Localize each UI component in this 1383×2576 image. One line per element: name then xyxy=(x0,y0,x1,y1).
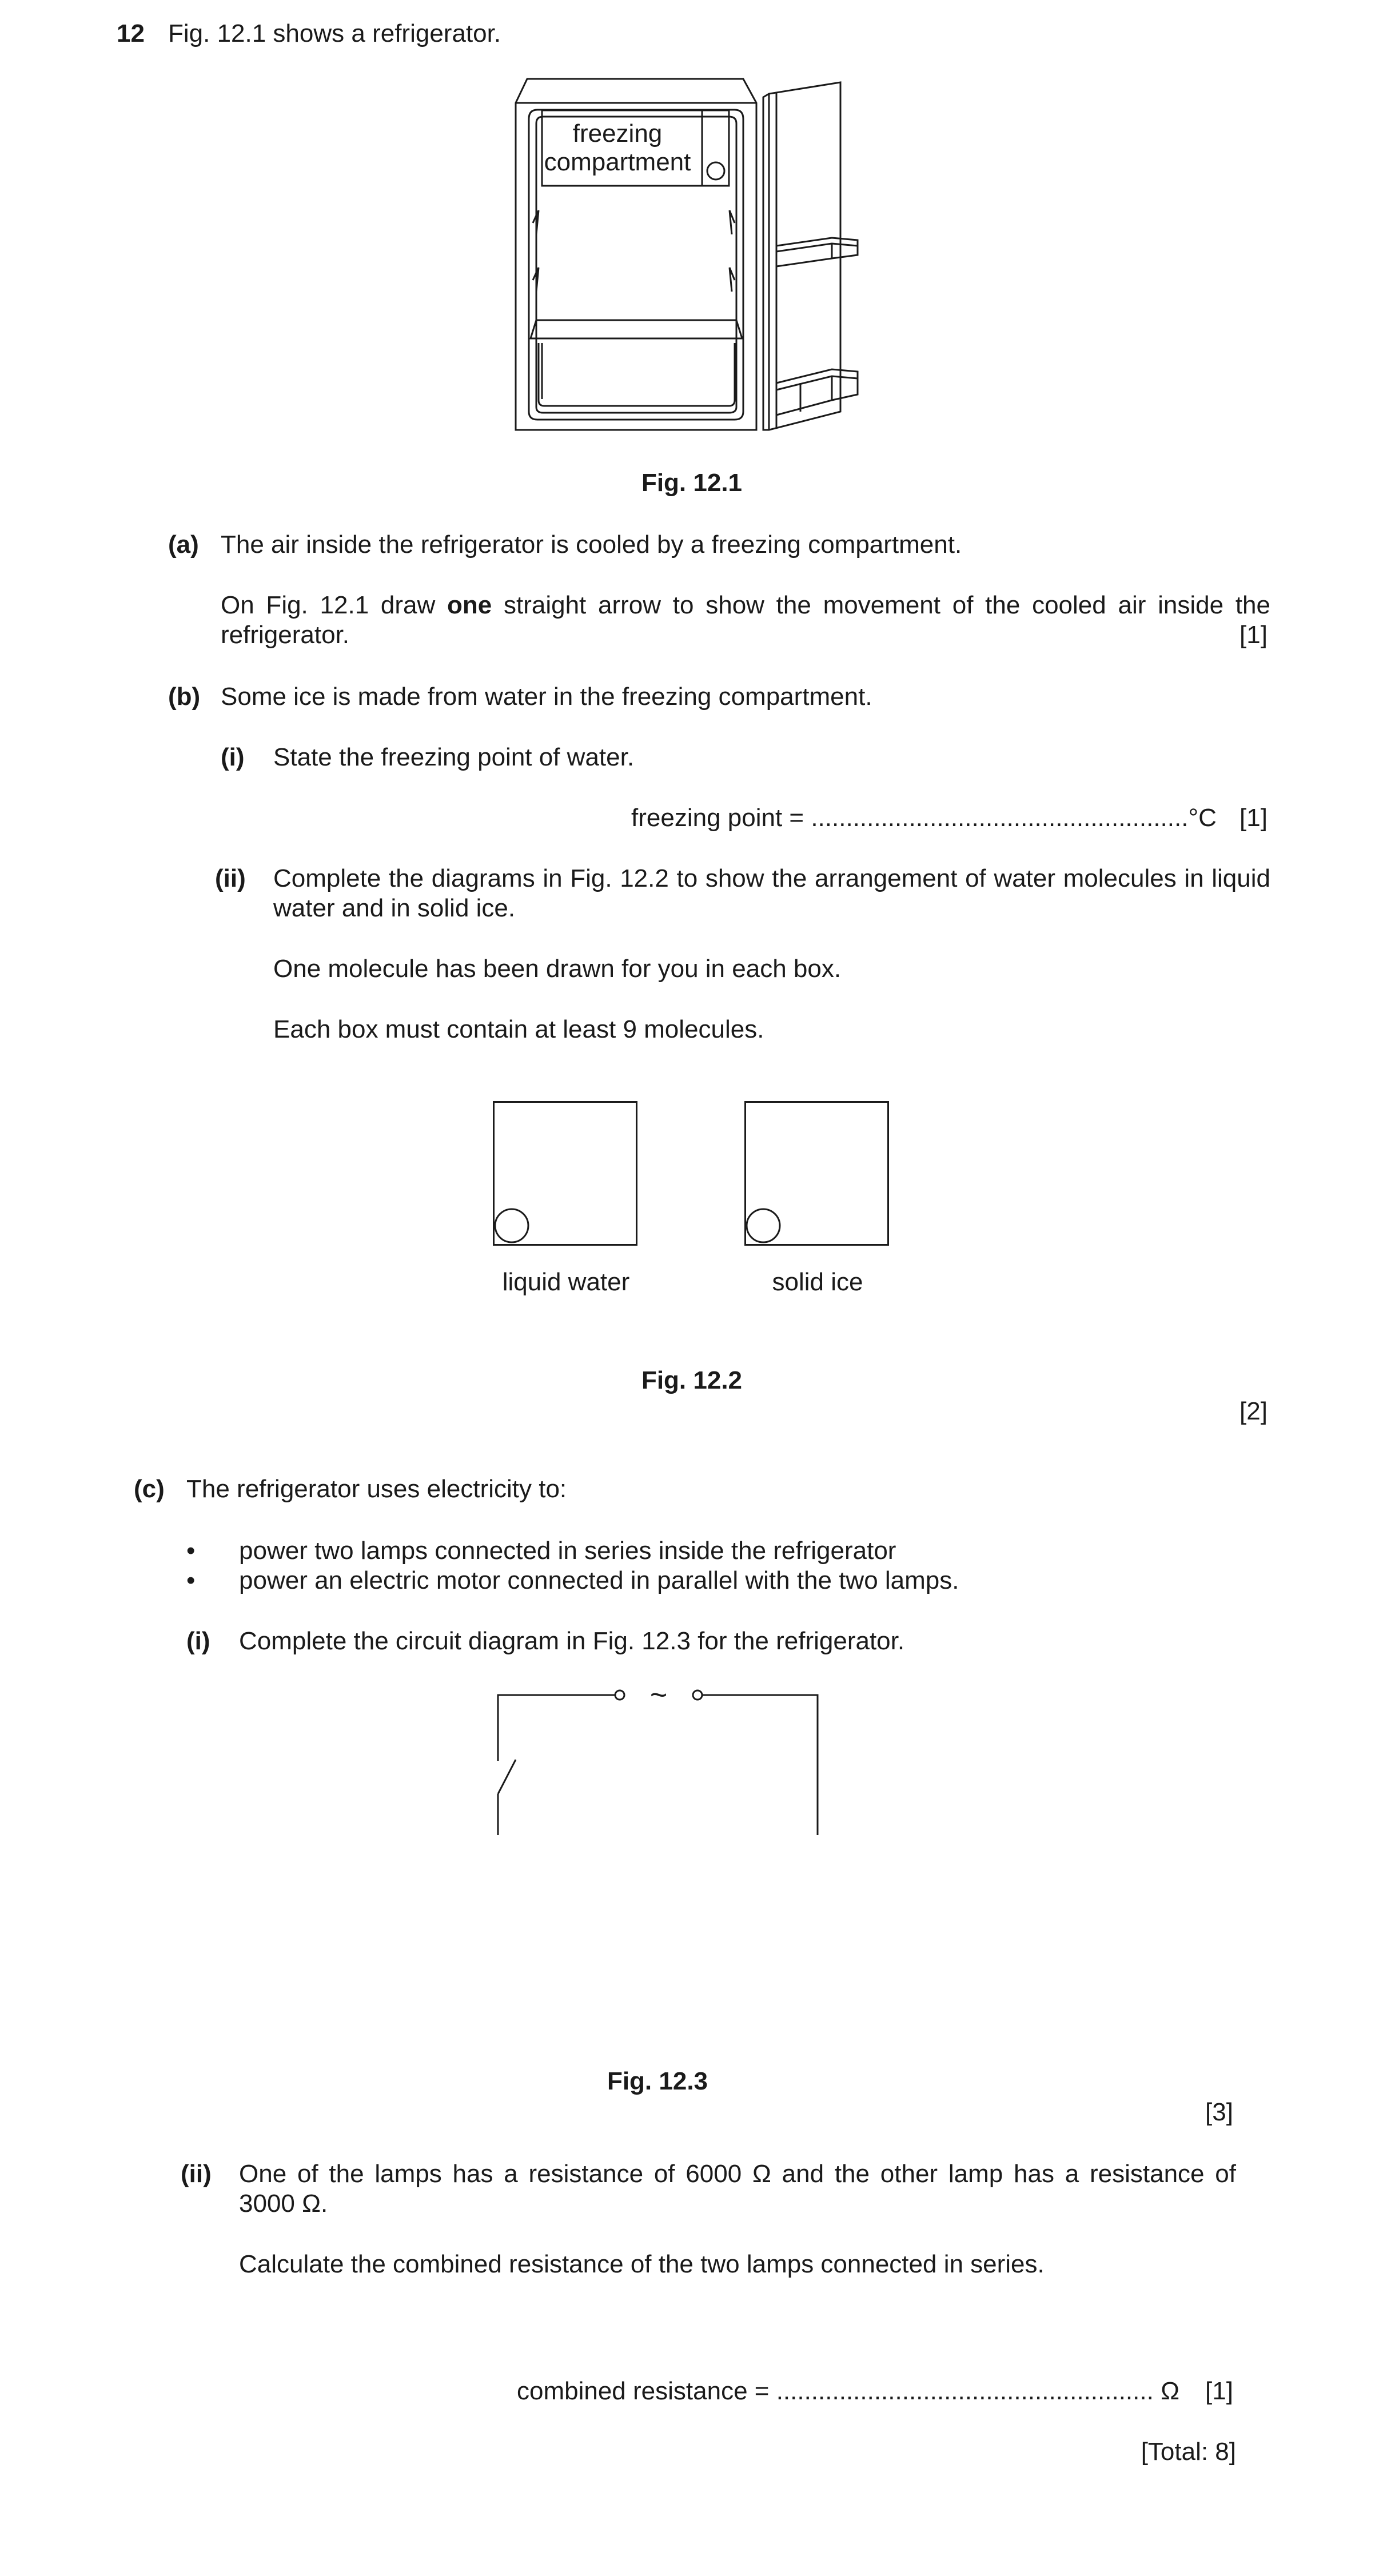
circuit-diagram[interactable] xyxy=(492,1675,835,1847)
bullet-2-glyph: • xyxy=(186,1566,196,1594)
part-c-i-text: Complete the circuit diagram in Fig. 12.3 for the refrigerator. xyxy=(239,1627,905,1655)
part-c-i-label: (i) xyxy=(186,1627,210,1655)
liquid-water-label: liquid water xyxy=(502,1268,630,1296)
part-c-label: (c) xyxy=(134,1475,165,1503)
ac-supply-symbol: ~ xyxy=(649,1678,668,1712)
part-c-text: The refrigerator uses electricity to: xyxy=(186,1475,567,1503)
question-number: 12 xyxy=(117,19,145,47)
part-c-ii-line2: 3000 Ω. xyxy=(239,2190,328,2218)
refrigerator-diagram xyxy=(503,74,903,440)
question-intro: Fig. 12.1 shows a refrigerator. xyxy=(168,19,501,47)
part-a-marks: [1] xyxy=(1239,621,1268,649)
part-b-i-text: State the freezing point of water. xyxy=(273,743,635,771)
part-b-text: Some ice is made from water in the freezing compartment. xyxy=(221,683,872,711)
bullet-1-glyph: • xyxy=(186,1537,196,1565)
part-a-text: The air inside the refrigerator is cooled by a freezing compartment. xyxy=(221,531,962,559)
part-b-label: (b) xyxy=(168,683,201,711)
part-b-ii-line3: One molecule has been drawn for you in each box. xyxy=(273,955,842,983)
bullet-1: power two lamps connected in series inside the refrigerator xyxy=(239,1537,896,1565)
part-b-i-label: (i) xyxy=(221,743,245,771)
part-a-instruction-line2: refrigerator. xyxy=(221,621,349,649)
part-c-i-marks: [3] xyxy=(1205,2098,1233,2126)
fig-12-2-caption: Fig. 12.2 xyxy=(641,1366,743,1394)
ice-molecule xyxy=(747,1209,780,1242)
supply-terminal-left xyxy=(615,1690,624,1700)
fig-12-3-caption: Fig. 12.3 xyxy=(607,2067,708,2095)
part-b-ii-line2: water and in solid ice. xyxy=(273,894,516,922)
combined-resistance-answer-line: combined resistance = ...................................................... Ω xyxy=(517,2377,1179,2405)
freezing-point-answer-line: freezing point = ......................................................°C xyxy=(631,804,1217,832)
switch-blade xyxy=(498,1760,516,1794)
part-a-label: (a) xyxy=(168,531,199,559)
water-molecule xyxy=(495,1209,528,1242)
solid-ice-box[interactable] xyxy=(744,1101,891,1247)
part-b-i-marks: [1] xyxy=(1239,804,1268,832)
part-c-ii-line3: Calculate the combined resistance of the two lamps connected in series. xyxy=(239,2250,1045,2278)
part-b-ii-line4: Each box must contain at least 9 molecules. xyxy=(273,1015,764,1043)
part-b-ii-marks: [2] xyxy=(1239,1397,1268,1425)
bullet-2: power an electric motor connected in parallel with the two lamps. xyxy=(239,1566,959,1594)
part-b-ii-label: (ii) xyxy=(215,864,246,892)
freezing-label-line2: compartment xyxy=(544,148,691,176)
part-b-ii-line1: Complete the diagrams in Fig. 12.2 to show the arrangement of water molecules in liquid xyxy=(273,864,1270,892)
liquid-water-box[interactable] xyxy=(493,1101,639,1247)
part-c-ii-label: (ii) xyxy=(181,2160,212,2188)
part-a-instruction: On Fig. 12.1 draw one straight arrow to show the movement of the cooled air inside the xyxy=(221,591,1270,619)
fig-12-1-caption: Fig. 12.1 xyxy=(641,469,743,497)
solid-ice-label: solid ice xyxy=(772,1268,863,1296)
total-marks: [Total: 8] xyxy=(1141,2438,1236,2466)
supply-terminal-right xyxy=(693,1690,702,1700)
part-c-ii-marks: [1] xyxy=(1205,2377,1233,2405)
freezing-label-line1: freezing xyxy=(572,119,663,147)
part-c-ii-line1: One of the lamps has a resistance of 6000 Ω and the other lamp has a resistance of xyxy=(239,2160,1236,2188)
